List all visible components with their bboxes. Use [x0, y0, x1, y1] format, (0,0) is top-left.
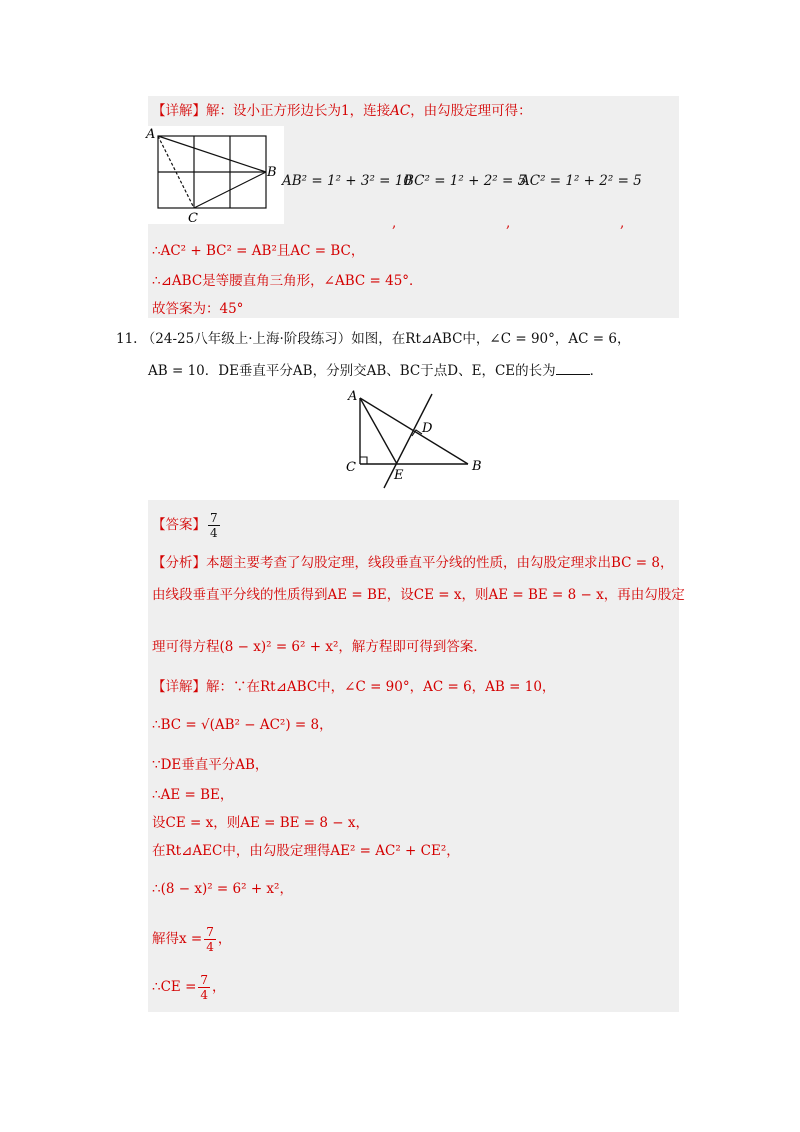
label-d: D	[422, 421, 433, 436]
analysis-tag: 【分析】	[152, 555, 206, 571]
question-end: ．	[589, 363, 604, 379]
eq-ac-squared: AC² = 1² + 2² = 5	[520, 173, 642, 189]
detail-line-4: ∴AE = BE，	[152, 787, 234, 803]
eq-ab-squared: AB² = 1² + 3² = 10	[282, 173, 412, 189]
prev-detail-text: 解：设小正方形边长为1，连接	[206, 103, 391, 119]
question-text: AB = 10．DE垂直平分AB，分别交AB、BC于点D、E，CE的长为	[148, 363, 556, 379]
question-line-2	[148, 362, 603, 380]
detail-line-3: ∵DE垂直平分AB，	[152, 757, 269, 773]
answer-numerator: 7	[210, 511, 218, 525]
answer-denominator: 4	[210, 526, 218, 540]
conclusion-1: ∴AC² + BC² = AB²且AC = BC，	[152, 243, 365, 259]
ce-result-text: ∴CE =	[152, 979, 197, 995]
detail-line-1	[152, 678, 555, 696]
label-c: C	[188, 211, 198, 224]
detail-line-6: 在Rt⊿AEC中，由勾股定理得AE² = AC² + CE²，	[152, 843, 460, 859]
x-fraction: $\frac{7}{4}$	[206, 925, 214, 954]
perpendicular-bisector-de	[384, 394, 432, 488]
analysis-text-1: 本题主要考查了勾股定理，线段垂直平分线的性质，由勾股定理求出BC = 8，	[206, 555, 674, 571]
answer-line	[152, 510, 222, 540]
detail-tag: 【详解】	[152, 679, 206, 695]
question-number: 11.	[116, 331, 138, 347]
right-angle-mark-c	[360, 457, 367, 464]
label-b: B	[472, 459, 482, 474]
prev-answer-line: 故答案为：45°	[152, 301, 244, 317]
detail-line-9: ∴CE = $\frac{7}{4}$ ，	[152, 973, 226, 1002]
comma-3: ,	[620, 215, 625, 231]
comma-2: ,	[506, 215, 511, 231]
question-line-1	[116, 330, 630, 348]
grid-triangle-figure	[144, 126, 284, 224]
solution-panel	[148, 500, 685, 1012]
answer-tag: 【答案】	[152, 517, 206, 533]
label-e: E	[394, 468, 404, 483]
prev-detail-line	[152, 102, 532, 120]
prev-detail-ac: AC	[390, 103, 411, 119]
prev-detail-tag: 【详解】	[152, 103, 206, 119]
figure-background	[144, 126, 284, 224]
side-ab	[360, 398, 468, 464]
detail-line-8: 解得x = $\frac{7}{4}$ ，	[152, 925, 232, 954]
question-source: （24-25八年级上·上海·阶段练习）如图，在Rt⊿ABC中，∠C = 90°，AC = 6，	[141, 331, 631, 347]
comma-1: ,	[392, 215, 397, 231]
conclusion-2: ∴⊿ABC是等腰直角三角形，∠ABC = 45°．	[152, 273, 423, 289]
detail-line-7: ∴(8 − x)² = 6² + x²，	[152, 881, 293, 897]
solve-x-text: 解得x =	[152, 931, 203, 947]
label-a: A	[348, 389, 358, 404]
detail-text-1: 解：∵在Rt⊿ABC中，∠C = 90°，AC = 6，AB = 10，	[206, 679, 556, 695]
analysis-line-1	[152, 554, 673, 572]
analysis-line-3: 理可得方程(8 − x)² = 6² + x²，解方程即可得到答案．	[152, 639, 487, 655]
prev-detail-tail: ，由勾股定理可得：	[410, 103, 532, 119]
answer-fraction	[208, 511, 220, 540]
prev-solution-panel	[148, 96, 679, 318]
label-a: A	[146, 127, 156, 142]
label-c: C	[346, 460, 356, 475]
ce-fraction: $\frac{7}{4}$	[200, 973, 209, 1002]
eq-bc-squared: BC² = 1² + 2² = 5	[404, 173, 527, 189]
analysis-line-2: 由线段垂直平分线的性质得到AE = BE，设CE = x，则AE = BE = 8 − x，再由勾股定	[152, 587, 685, 603]
detail-line-2: ∴BC = √(AB² − AC²) = 8，	[152, 717, 333, 733]
label-b: B	[267, 165, 277, 180]
answer-blank	[556, 362, 590, 375]
detail-line-5: 设CE = x，则AE = BE = 8 − x，	[152, 815, 369, 831]
right-triangle-figure	[340, 386, 490, 492]
segment-ae	[360, 398, 397, 464]
